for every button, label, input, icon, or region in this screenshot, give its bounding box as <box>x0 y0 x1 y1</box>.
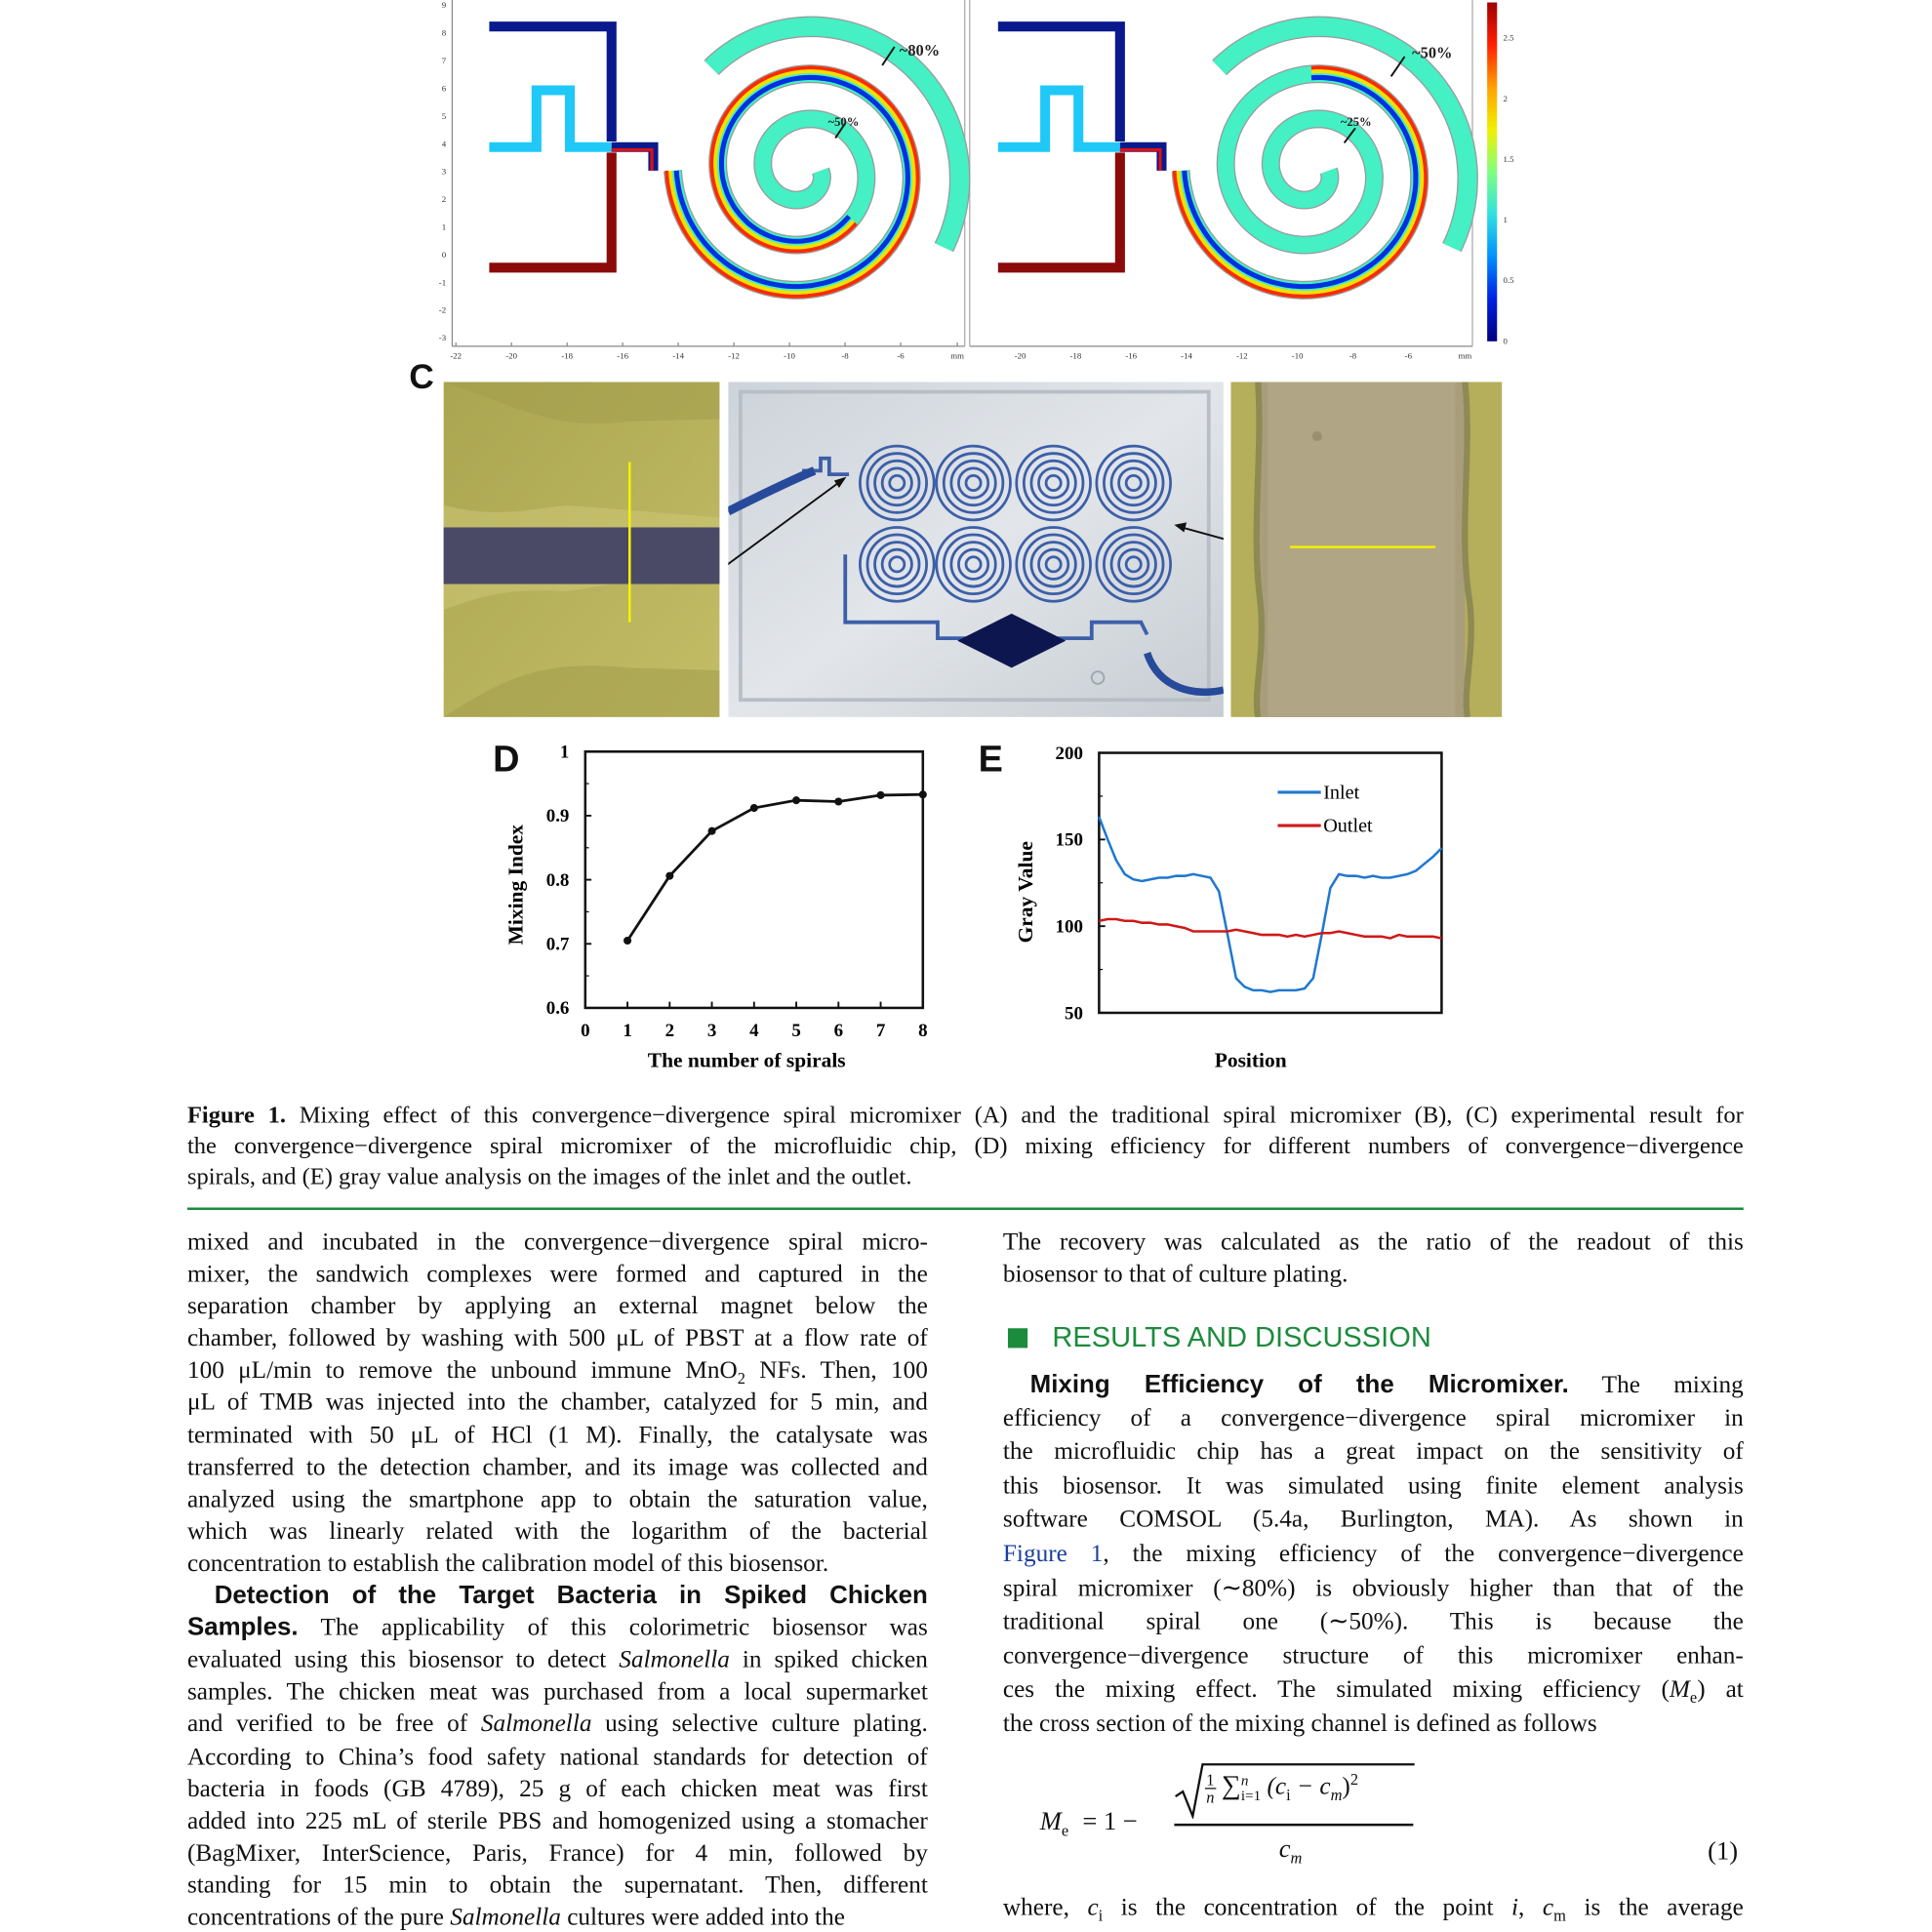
chart-d-y-tick-label: 0.7 <box>545 934 570 955</box>
text-line <box>1003 1673 1744 1708</box>
eq-frac-num: 1 <box>1206 1770 1215 1790</box>
sim-a-x-tick-label: -18 <box>561 350 574 361</box>
text-segment: 100 μL/min to remove the unbound immune MnO <box>186 1356 738 1385</box>
chart-d-y-tick-label: 0.6 <box>545 998 570 1020</box>
sim-a-x-tick-label: -22 <box>450 350 463 361</box>
sim-a-y-tick-label: 2 <box>441 194 447 205</box>
sim-b-x-tick-label: mm <box>1458 350 1472 361</box>
charts-area <box>0 727 1932 1084</box>
text-segment: where, <box>1002 1893 1088 1921</box>
caption-line <box>187 1162 1744 1193</box>
text-segment: The recovery was calculated as the ratio of the readout of this <box>1002 1228 1744 1256</box>
eq-m: M <box>1039 1806 1062 1836</box>
text-segment: standing for 15 min to obtain the supernatant. Then, different <box>186 1871 928 1899</box>
sim-a-y-tick-label: -3 <box>438 333 447 343</box>
text-segment: concentration to establish the calibration model of this biosensor. <box>186 1550 829 1578</box>
sim-a-y-tick-label: -1 <box>438 277 447 288</box>
text-segment: Salmonella <box>450 1903 561 1931</box>
outlet-micrograph <box>1230 382 1502 716</box>
text-segment: c <box>1087 1893 1099 1921</box>
text-line <box>187 1515 928 1548</box>
equation-denominator <box>1278 1832 1303 1868</box>
chart-d-x-tick-label: 8 <box>918 1020 928 1041</box>
colorbar-tick-label: 1 <box>1503 215 1508 225</box>
sim-b-x-tick-label: -12 <box>1235 350 1248 361</box>
equation-number: (1) <box>1708 1835 1739 1866</box>
text-segment: biosensor to that of culture plating. <box>1002 1260 1348 1288</box>
sim-a-y-tick-label: -2 <box>438 304 447 315</box>
chart-d-y-tick-label: 0.8 <box>545 869 570 891</box>
chart-e-y-tick-label: 50 <box>1065 1003 1083 1025</box>
mixing-annotation: ~50% <box>827 114 860 129</box>
inlet-channel-bottom <box>489 152 611 267</box>
section-heading-text: RESULTS AND DISCUSSION <box>1052 1320 1431 1353</box>
inlet-channel-top <box>489 26 611 141</box>
chart-d-point <box>665 872 673 880</box>
text-segment: 2 <box>737 1369 745 1389</box>
chart-d-point <box>624 937 631 945</box>
text-line <box>187 1773 928 1805</box>
text-segment: in spiked chicken <box>729 1646 928 1674</box>
chart-e-y-label: Gray Value <box>1014 841 1038 944</box>
sim-a-y-tick-label: 8 <box>441 27 447 38</box>
section-square-icon <box>1008 1328 1027 1348</box>
simulation-figure <box>0 0 1932 370</box>
sim-a-x-tick-label: mm <box>950 350 965 361</box>
text-line <box>187 1354 928 1387</box>
text-segment: the microfluidic chip has a great impact on the sensitivity of <box>1002 1437 1744 1466</box>
text-segment: The mixing <box>1568 1371 1744 1399</box>
text-segment: μL of TMB was injected into the chamber, catalyzed for 5 min, and <box>186 1389 928 1417</box>
chart-e-y-tick-label: 200 <box>1055 743 1083 764</box>
figure-caption <box>187 1101 1744 1193</box>
text-segment: is the average <box>1565 1893 1744 1921</box>
text-segment: traditional spiral one (∼50%). This is because the <box>1002 1608 1744 1635</box>
run-in-heading: Detection of the Target Bacteria in Spiked Chicken <box>214 1581 928 1610</box>
text-line <box>187 1322 928 1354</box>
text-line <box>187 1258 928 1290</box>
text-segment: using selective culture plating. <box>591 1711 928 1738</box>
sim-a-x-tick-label: -16 <box>617 350 629 361</box>
right-column-where <box>1003 1891 1744 1923</box>
text-line <box>187 1869 928 1901</box>
merge-channel-edge <box>1120 150 1160 171</box>
text-segment: Salmonella <box>480 1711 592 1738</box>
text-line <box>187 1709 928 1741</box>
mixing-annotation: ~50% <box>1412 43 1453 62</box>
text-segment: and verified to be free of <box>186 1711 481 1738</box>
run-in-heading: Samples. <box>186 1613 299 1642</box>
sim-a-x-tick-label: -20 <box>505 350 518 361</box>
colorbar-tick-label: 2.5 <box>1503 32 1514 43</box>
text-segment: spiral micromixer (∼80%) is obviously higher than that of the <box>1002 1574 1744 1602</box>
text-segment: Salmonella <box>619 1646 730 1674</box>
sim-a-y-tick-label: 6 <box>441 83 447 94</box>
chart-e-y-tick-label: 100 <box>1055 916 1083 938</box>
inlet-channel-middle <box>998 90 1120 146</box>
chart-d-y-label: Mixing Index <box>503 824 528 946</box>
colorbar-tick-label: 0.5 <box>1503 275 1514 286</box>
text-line <box>187 1741 928 1773</box>
text-line <box>187 1419 928 1451</box>
sim-b-x-tick-label: -16 <box>1125 350 1138 361</box>
sim-b-x-tick-label: -14 <box>1181 350 1192 361</box>
microfluidic-chip-photo <box>728 382 1224 716</box>
chart-d-y-tick-label: 1 <box>559 742 570 763</box>
sim-b-x-tick-label: -18 <box>1069 350 1082 361</box>
mixing-annotation: ~25% <box>1340 114 1372 129</box>
text-segment: this biosensor. It was simulated using finite element analysis <box>1002 1471 1744 1500</box>
eq-minus: − c <box>1290 1773 1331 1800</box>
chart-d-line <box>627 794 923 941</box>
text-segment: separation chamber by applying an external magnet below the <box>186 1292 928 1320</box>
chart-d-point <box>834 797 842 805</box>
sim-a-x-tick-label: -12 <box>728 350 740 361</box>
text-segment: samples. The chicken meat was purchased from a local supermarket <box>186 1678 928 1707</box>
text-line <box>1003 1572 1744 1606</box>
mixing-annotation: ~80% <box>899 40 941 60</box>
sim-b-x-tick-label: -6 <box>1404 350 1413 361</box>
inlet-channel-middle <box>489 90 611 146</box>
text-segment: NFs. Then, 100 <box>745 1356 928 1385</box>
text-segment: transferred to the detection chamber, and its image was collected and <box>186 1453 928 1481</box>
eq-den-sub: m <box>1290 1848 1303 1868</box>
text-segment: mixed and incubated in the convergence−divergence spiral micro- <box>186 1228 928 1256</box>
sim-a-x-tick-label: -8 <box>841 350 849 361</box>
chart-e-y-tick-label: 150 <box>1055 829 1083 851</box>
eq-open: (c <box>1267 1773 1287 1800</box>
eq-sigma: ∑ <box>1222 1769 1241 1800</box>
caption-text: Mixing effect of this convergence−divergence spiral micromixer (A) and the traditional spiral micromixer (B), (C) experimental result for <box>285 1103 1744 1129</box>
text-line <box>1003 1402 1744 1436</box>
text-segment: , the mixing efficiency of the convergence−divergence <box>1103 1540 1744 1568</box>
sim-a-x-tick-label: -10 <box>784 350 795 361</box>
text-segment: terminated with 50 μL of HCl (1 M). Finally, the catalysate was <box>186 1421 928 1449</box>
chart-d-point <box>919 790 927 798</box>
right-column-intro <box>1003 1226 1744 1290</box>
eq-equals: = 1 − <box>1082 1806 1138 1836</box>
text-segment: m <box>1553 1906 1566 1925</box>
sim-a-channels <box>489 26 959 297</box>
sim-b-x-tick-label: -20 <box>1014 350 1026 361</box>
caption-line <box>187 1131 1744 1162</box>
eq-m-sub: e <box>1061 1821 1069 1840</box>
chart-d-point <box>708 827 716 835</box>
text-line <box>187 1548 928 1580</box>
text-segment: software COMSOL (5.4a, Burlington, MA). As shown in <box>1002 1506 1744 1534</box>
section-divider <box>187 1207 1744 1210</box>
text-segment: ces the mixing effect. The simulated mixing efficiency ( <box>1002 1675 1670 1704</box>
text-line <box>187 1901 928 1932</box>
text-segment: (BagMixer, InterScience, Paris, France) for 4 min, followed by <box>186 1839 928 1867</box>
chart-e-x-label: Position <box>1214 1048 1287 1072</box>
colorbar-tick-label: 1.5 <box>1503 153 1514 164</box>
text-line <box>187 1290 928 1322</box>
chart-d-x-tick-label: 7 <box>875 1020 886 1041</box>
equation-numerator <box>1205 1769 1358 1805</box>
chart-d-x-tick-label: 4 <box>749 1020 759 1041</box>
eq-ci-sub: i <box>1286 1785 1291 1804</box>
inlet-micrograph <box>444 382 720 716</box>
text-segment: which was linearly related with the logarithm of the bacterial <box>186 1517 928 1546</box>
chart-d-x-label: The number of spirals <box>647 1048 846 1072</box>
text-segment: convergence−divergence structure of this micromixer enhan- <box>1002 1641 1744 1670</box>
text-line <box>187 1805 928 1837</box>
dark-fluid-band <box>444 527 720 584</box>
chart-e-series-outlet <box>1099 919 1441 939</box>
text-line <box>1003 1504 1744 1538</box>
chart-e-series-inlet <box>1099 817 1441 991</box>
chart-d-point <box>750 804 758 812</box>
equation-lhs <box>1039 1806 1138 1840</box>
eq-power: 2 <box>1349 1769 1359 1789</box>
inlet-channel-top <box>998 26 1120 141</box>
chart-d-y-tick-label: 0.9 <box>545 806 570 827</box>
text-segment: mixer, the sandwich complexes were formed and captured in the <box>186 1260 928 1288</box>
text-segment: the cross section of the mixing channel is defined as follows <box>1002 1710 1597 1738</box>
text-line <box>187 1387 928 1419</box>
chart-d-point <box>792 796 800 804</box>
text-segment: chamber, followed by washing with 500 μL of PBST at a flow rate of <box>186 1324 928 1352</box>
text-line <box>187 1612 928 1644</box>
chart-d-x-tick-label: 2 <box>664 1020 675 1041</box>
sim-a-y-tick-label: 5 <box>441 110 447 121</box>
text-segment: i <box>1098 1906 1104 1925</box>
sim-b-x-tick-label: -10 <box>1291 350 1304 361</box>
text-segment: e <box>1689 1688 1698 1708</box>
text-line <box>1003 1606 1744 1640</box>
caption-label: Figure 1. <box>186 1103 286 1129</box>
run-in-heading: Mixing Efficiency of the Micromixer. <box>1029 1370 1569 1399</box>
text-segment: evaluated using this biosensor to detect <box>186 1646 620 1674</box>
text-line <box>1003 1639 1744 1673</box>
chart-d-point <box>877 791 885 799</box>
text-segment: c <box>1542 1893 1554 1921</box>
legend-label-outlet: Outlet <box>1323 815 1373 837</box>
text-line <box>187 1451 928 1483</box>
eq-sigma-sup: n <box>1240 1772 1249 1791</box>
eq-frac-den: n <box>1206 1788 1215 1807</box>
chart-e-frame <box>1099 753 1441 1013</box>
text-line <box>1003 1435 1744 1469</box>
section-heading <box>1008 1321 1431 1354</box>
sim-a-y-tick-label: 0 <box>441 249 447 260</box>
fraction-bar <box>1174 1824 1413 1826</box>
text-line <box>1003 1891 1744 1923</box>
eq-den: c <box>1278 1832 1291 1864</box>
sim-a-y-tick-label: 3 <box>441 166 447 177</box>
text-segment: analyzed using the smartphone app to obtain the saturation value, <box>186 1485 928 1513</box>
eq-close: ) <box>1342 1773 1350 1800</box>
text-segment: cultures were added into the <box>560 1903 845 1931</box>
text-line <box>1003 1708 1744 1742</box>
sim-a-y-tick-label: 9 <box>441 0 447 11</box>
text-segment: M <box>1669 1675 1690 1704</box>
sim-a-y-tick-label: 1 <box>441 221 447 232</box>
text-segment: is the concentration of the point <box>1103 1893 1512 1921</box>
left-column <box>187 1226 928 1932</box>
chart-d-x-tick-label: 5 <box>791 1020 801 1041</box>
chart-d-frame <box>585 751 923 1008</box>
text-line <box>1003 1258 1744 1290</box>
text-segment: ) at <box>1697 1675 1744 1704</box>
colorbar-ticks <box>1504 33 1515 346</box>
text-line <box>1003 1226 1744 1258</box>
caption-line <box>187 1101 1744 1132</box>
sim-b-x-tick-label: -8 <box>1348 350 1357 361</box>
panel-label-c: C <box>409 357 434 396</box>
text-line <box>187 1226 928 1258</box>
panel-label-d: D <box>493 739 520 781</box>
panel-label-e: E <box>978 739 1003 781</box>
text-segment: i <box>1511 1893 1519 1921</box>
text-line <box>1003 1368 1744 1402</box>
text-line <box>1003 1538 1744 1572</box>
text-line <box>187 1483 928 1515</box>
sim-a-x-tick-label: -6 <box>897 350 905 361</box>
text-segment: concentrations of the pure <box>186 1903 451 1931</box>
text-line <box>1003 1469 1744 1504</box>
text-segment: According to China’s food safety national standards for detection of <box>186 1743 928 1770</box>
chart-d-x-tick-label: 6 <box>833 1020 844 1041</box>
eq-sigma-sub: i=1 <box>1240 1787 1262 1805</box>
text-segment: , <box>1518 1893 1543 1921</box>
text-line <box>187 1644 928 1676</box>
right-column-mixing <box>1003 1368 1744 1742</box>
colorbar-tick-label: 0 <box>1503 336 1508 346</box>
chart-d-x-tick-label: 3 <box>706 1020 717 1041</box>
sim-a-x-tick-label: -14 <box>672 350 685 361</box>
chart-d-x-tick-label: 0 <box>581 1020 590 1041</box>
text-segment: added into 225 mL of sterile PBS and homogenized using a stomacher <box>186 1807 928 1834</box>
text-segment: The applicability of this colorimetric biosensor was <box>298 1614 928 1642</box>
colorbar-tick-label: 2 <box>1503 93 1508 103</box>
text-line <box>187 1580 928 1612</box>
chart-d-x-tick-label: 1 <box>623 1020 632 1041</box>
legend-label-inlet: Inlet <box>1323 782 1360 804</box>
eq-cm-sub: m <box>1330 1785 1343 1804</box>
caption-text: spirals, and (E) gray value analysis on the images of the inlet and the outlet. <box>186 1164 912 1190</box>
sim-a-y-tick-label: 7 <box>441 56 447 66</box>
merge-channel-edge <box>612 150 652 171</box>
text-segment: efficiency of a convergence−divergence spiral micromixer in <box>1002 1404 1744 1431</box>
sim-a-y-tick-label: 4 <box>441 139 447 149</box>
caption-text: the convergence−divergence spiral micromixer of the microfluidic chip, (D) mixing efficiency for different numbers of convergence−divergence <box>186 1133 1744 1160</box>
inlet-channel-bottom <box>998 152 1120 267</box>
text-line <box>187 1836 928 1869</box>
colorbar <box>1487 3 1497 342</box>
figure-link[interactable]: Figure 1 <box>1002 1540 1104 1568</box>
text-segment: bacteria in foods (GB 4789), 25 g of each chicken meat was first <box>186 1775 928 1802</box>
text-line <box>187 1676 928 1709</box>
